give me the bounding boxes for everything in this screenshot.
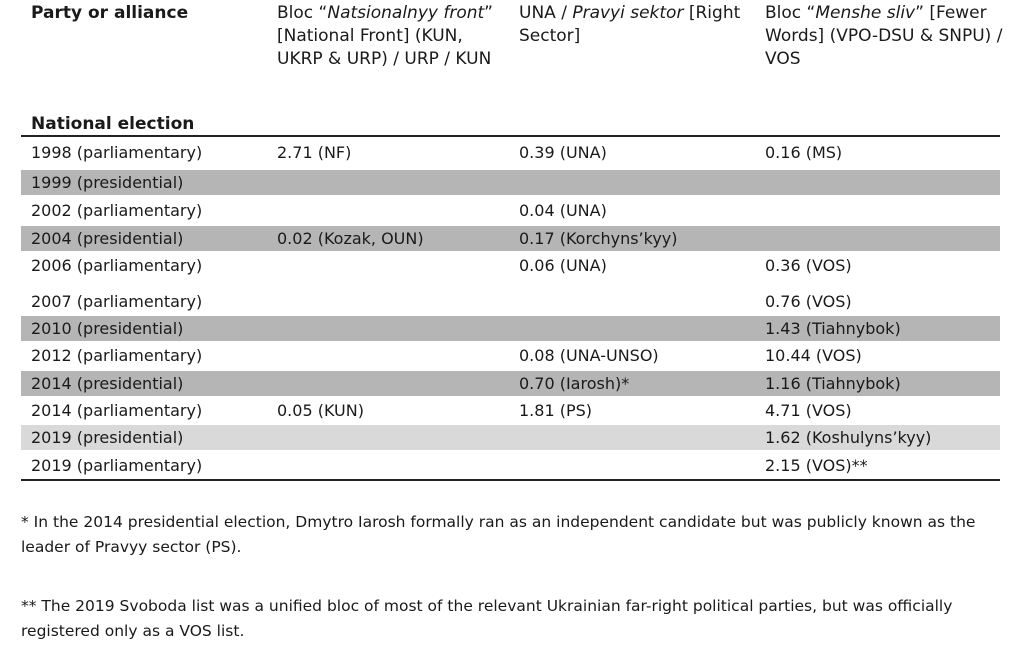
header-fewer-words-prefix: Bloc “ <box>765 3 816 23</box>
cell-election: 2014 (parliamentary) <box>31 401 203 420</box>
cell-election: 2007 (parliamentary) <box>31 292 203 311</box>
header-fewer-words <box>765 2 1005 71</box>
header-right-sector-italic: Pravyi sektor <box>572 3 684 23</box>
cell-right-sector: 0.70 (Iarosh)* <box>519 374 630 393</box>
cell-election: 2014 (presidential) <box>31 374 184 393</box>
cell-right-sector: 0.04 (UNA) <box>519 201 607 220</box>
cell-national-front: 2.71 (NF) <box>277 143 352 162</box>
cell-election: 2012 (parliamentary) <box>31 346 203 365</box>
cell-fewer-words: 4.71 (VOS) <box>765 401 852 420</box>
table-row <box>21 140 1000 165</box>
header-fewer-words-italic: Menshe sliv <box>815 3 916 23</box>
cell-fewer-words: 1.16 (Tiahnybok) <box>765 374 901 393</box>
footnote-svoboda: ** The 2019 Svoboda list was a unified bloc of most of the relevant Ukrainian far-right political parties, but was officially registered only as a VOS list. <box>21 597 953 640</box>
subheader-national-election: National election <box>31 114 195 134</box>
table-row <box>21 170 1000 195</box>
cell-fewer-words: 0.36 (VOS) <box>765 256 852 275</box>
cell-right-sector: 0.06 (UNA) <box>519 256 607 275</box>
header-national-front-prefix: Bloc “ <box>277 3 328 23</box>
header-fewer-words-suffix: ” [Fewer Words] (VPO-DSU & SNPU) / VOS <box>765 3 1003 69</box>
cell-national-front: 0.05 (KUN) <box>277 401 364 420</box>
table-row <box>21 226 1000 251</box>
table-row <box>21 289 1000 314</box>
cell-right-sector: 0.08 (UNA-UNSO) <box>519 346 659 365</box>
cell-fewer-words: 1.62 (Koshulyns’kyy) <box>765 428 932 447</box>
cell-election: 1998 (parliamentary) <box>31 143 203 162</box>
header-right-sector-suffix: [Right Sector] <box>519 3 741 46</box>
table-row <box>21 343 1000 368</box>
cell-election: 2019 (parliamentary) <box>31 456 203 475</box>
cell-fewer-words: 2.15 (VOS)** <box>765 456 868 475</box>
footnote-iarosh: * In the 2014 presidential election, Dmytro Iarosh formally ran as an independent candidate but was publicly known as the leader of Pravyy sector (PS). <box>21 513 976 556</box>
cell-right-sector: 0.17 (Korchyns’kyy) <box>519 229 678 248</box>
header-right-sector <box>519 2 749 48</box>
header-party: Party or alliance <box>31 3 189 23</box>
cell-right-sector: 0.39 (UNA) <box>519 143 607 162</box>
cell-fewer-words: 0.16 (MS) <box>765 143 843 162</box>
cell-fewer-words: 0.76 (VOS) <box>765 292 852 311</box>
table-row <box>21 425 1000 450</box>
cell-election: 2002 (parliamentary) <box>31 201 203 220</box>
table-row <box>21 198 1000 223</box>
cell-election: 2010 (presidential) <box>31 319 184 338</box>
table-row <box>21 453 1000 478</box>
cell-election: 1999 (presidential) <box>31 173 184 192</box>
table-row <box>21 253 1000 278</box>
cell-election: 2004 (presidential) <box>31 229 184 248</box>
table-top-rule <box>21 135 1000 137</box>
header-national-front <box>277 2 507 71</box>
table-row <box>21 398 1000 423</box>
table-row <box>21 316 1000 341</box>
header-national-front-suffix: ” [National Front] (KUN, UKRP & URP) / URP / KUN <box>277 3 493 69</box>
cell-election: 2019 (presidential) <box>31 428 184 447</box>
cell-fewer-words: 10.44 (VOS) <box>765 346 862 365</box>
cell-right-sector: 1.81 (PS) <box>519 401 592 420</box>
cell-fewer-words: 1.43 (Tiahnybok) <box>765 319 901 338</box>
header-right-sector-prefix: UNA / <box>519 3 573 23</box>
cell-national-front: 0.02 (Kozak, OUN) <box>277 229 424 248</box>
header-national-front-italic: Natsionalnyy front <box>327 3 485 23</box>
table-bottom-rule <box>21 479 1000 481</box>
cell-election: 2006 (parliamentary) <box>31 256 203 275</box>
table-row <box>21 371 1000 396</box>
